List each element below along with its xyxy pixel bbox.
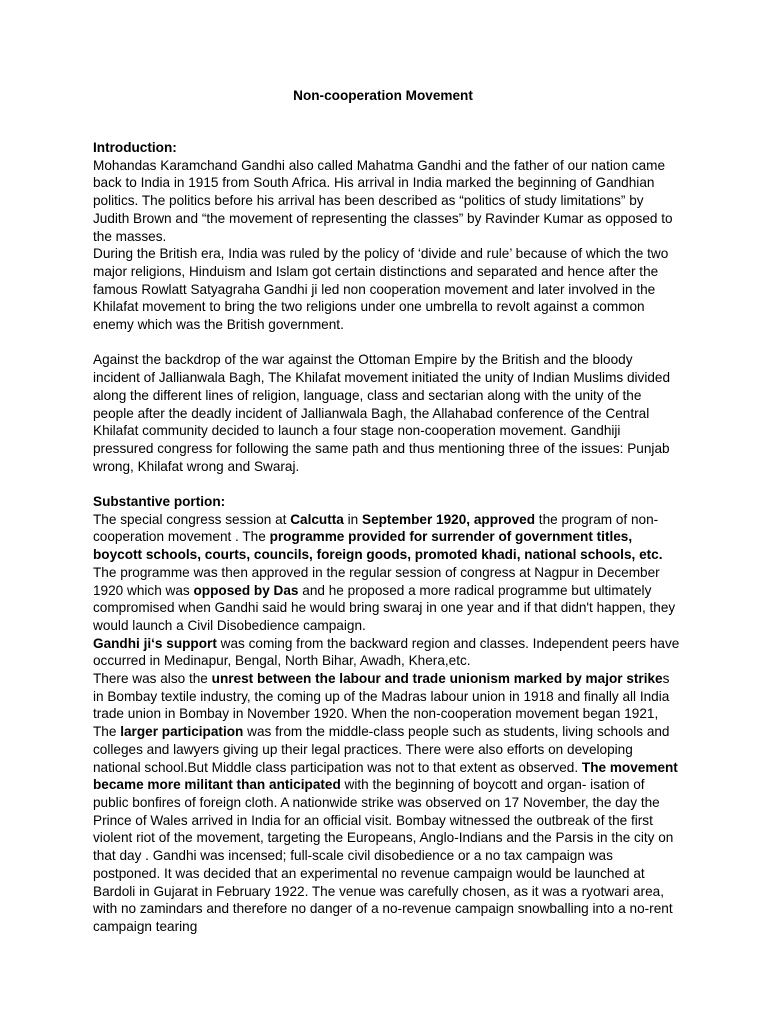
text-run: s in Bombay textile industry, the coming up of the Madras labour union in 1918 and finally all India trade union in Bombay in November 1920. When the non-cooperation movement began 1921, The bbox=[93, 671, 670, 740]
text-run: and he proposed a more radical programme but ultimately compromised when Gandhi said he would bring swaraj in one year and if that didn't happen, they would launch a Civil Disobedience campaign. bbox=[93, 582, 676, 633]
text-run: The special congress session at bbox=[93, 511, 291, 527]
text-run: the program of non-cooperation movement . The bbox=[93, 511, 659, 545]
text-run: was coming from the backward region and classes. Independent peers have occurred in Medinapur, Bengal, North Bihar, Awadh, Khera,etc. bbox=[93, 635, 680, 669]
text-run: was from the middle-class people such as students, living schools and colleges and lawyers giving up their legal practices. There were also efforts on developing national school.But Middle class participation was not to that extent as observed. bbox=[93, 724, 670, 775]
paragraph-gap bbox=[93, 475, 683, 493]
bold-run: programme provided for surrender of government titles, boycott schools, courts, councils, foreign goods, promoted khadi, national schools, etc. bbox=[93, 529, 663, 563]
bold-run: Gandhi ji‘s support bbox=[93, 635, 217, 651]
substantive-paragraph-1 bbox=[93, 511, 683, 635]
substantive-heading: Substantive portion: bbox=[93, 494, 226, 510]
intro-paragraph-1: Mohandas Karamchand Gandhi also called Mahatma Gandhi and the father of our nation came back to India in 1915 from South Africa. His arrival in India marked the beginning of Gandhian politics. The politics before his arrival has been described as “politics of study limitations” by Judith Brown and “the movement of representing the classes” by Ravinder Kumar as opposed to the masses. bbox=[93, 157, 673, 244]
document-title: Non-cooperation Movement bbox=[293, 88, 473, 103]
text-run: There was also the bbox=[93, 671, 212, 687]
bold-run: unrest between the labour and trade unionism marked by major strike bbox=[211, 671, 663, 687]
text-run: in bbox=[343, 511, 362, 527]
intro-paragraph-3: Against the backdrop of the war against the Ottoman Empire by the British and the bloody incident of Jallianwala Bagh, The Khilafat movement initiated the unity of Indian Muslims divided along the different lines of religion, language, class and sectarian along with the unity of the people after the deadly incident of Jallianwala Bagh, the Allahabad conference of the Central Khilafat community decided to launch a four stage non-cooperation movement. Gandhiji pressured congress for following the same path and thus mentioning three of the issues: Punjab wrong, Khilafat wrong and Swaraj. bbox=[93, 352, 671, 474]
bold-run: opposed by Das bbox=[193, 582, 299, 598]
substantive-paragraph-2 bbox=[93, 635, 683, 670]
bold-run: larger participation bbox=[120, 724, 244, 740]
introduction-heading: Introduction: bbox=[93, 140, 177, 155]
text-run: with the beginning of boycott and organ- isation of public bonfires of foreign cloth. A nationwide strike was observed on 17 November, the day the Prince of Wales arrived in India for an official visit. Bombay witnessed the outbreak of the first violent riot of the movement, targeting the Europeans, Anglo-Indians and the Parsis in the city on that day . Gandhi was incensed; full-scale civil disobedience or a no tax campaign was postponed. It was decided that an experimental no revenue campaign would be launched at Bardoli in Gujarat in February 1922. The venue was carefully chosen, as it was a ryotwari area, with no zamindars and therefore no danger of a no-revenue campaign snowballing into a no-rent campaign tearing bbox=[93, 777, 674, 934]
bold-run: September 1920, approved bbox=[362, 511, 536, 527]
bold-run: The movement became more militant than anticipated bbox=[93, 759, 678, 793]
intro-paragraph-2: During the British era, India was ruled by the policy of ‘divide and rule’ because of which the two major religions, Hinduism and Islam got certain distinctions and separated and hence after the famous Rowlatt Satyagraha Gandhi ji led non cooperation movement and later involved in the Khilafat movement to bring the two religions under one umbrella to revolt against a common enemy which was the British government. bbox=[93, 246, 669, 333]
bold-run: Calcutta bbox=[290, 511, 344, 527]
text-run: The programme was then approved in the regular session of congress at Nagpur in December 1920 which was bbox=[93, 564, 660, 598]
paragraph-gap bbox=[93, 334, 683, 352]
document-body bbox=[93, 139, 683, 936]
substantive-paragraph-3 bbox=[93, 670, 683, 936]
